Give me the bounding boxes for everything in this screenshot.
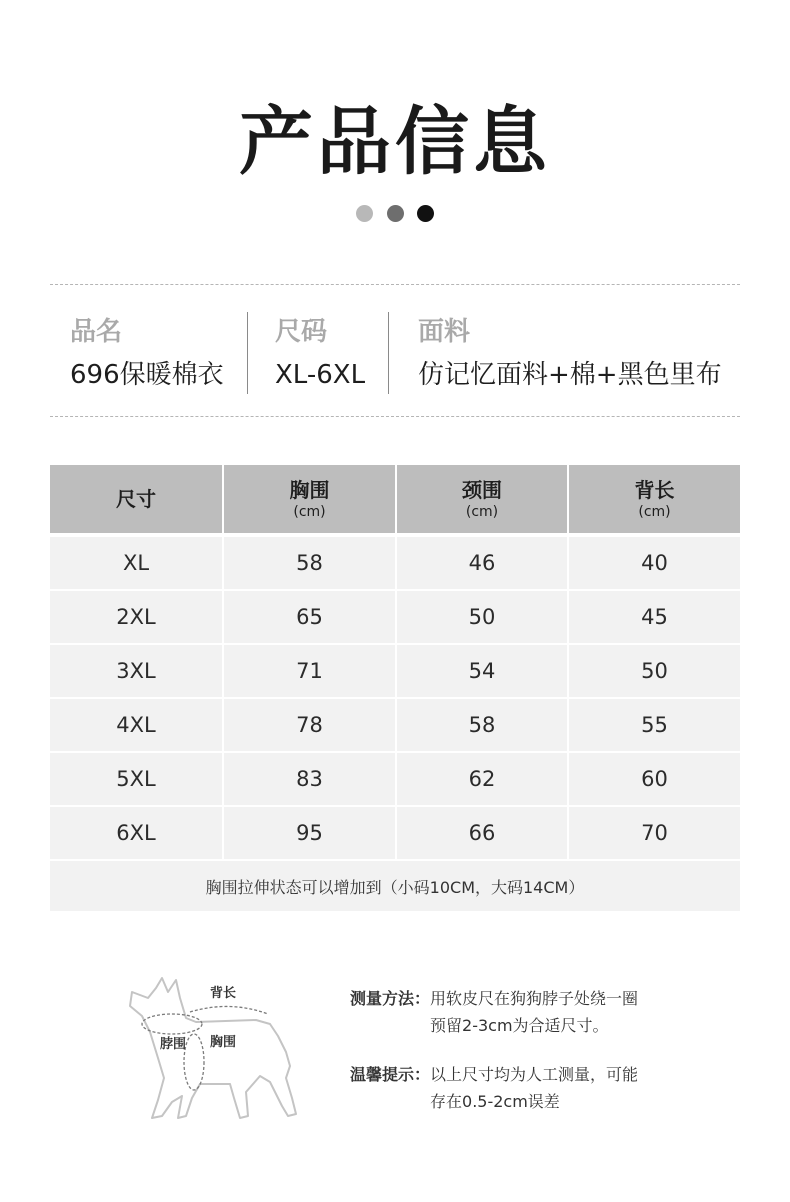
measurement-instructions <box>350 985 750 1137</box>
cell-chest: 58 <box>224 537 397 589</box>
dot-light <box>356 205 373 222</box>
header-unit: (cm) <box>638 504 671 520</box>
cell-size: 4XL <box>50 699 224 751</box>
info-value: XL-6XL <box>275 360 366 390</box>
info-value: 696保暖棉衣 <box>70 360 224 390</box>
info-size-range <box>275 312 365 398</box>
stretch-note: 胸围拉伸状态可以增加到（小码10CM，大码14CM） <box>50 861 740 911</box>
info-product-name <box>70 312 224 398</box>
size-table <box>50 465 740 911</box>
cell-size: 6XL <box>50 807 224 859</box>
divider-top <box>50 284 740 285</box>
info-label: 尺码 <box>275 317 328 347</box>
neck-measure-line <box>142 1014 202 1034</box>
header-back-length <box>569 465 740 533</box>
chest-measure-line <box>184 1034 204 1090</box>
cell-back-length: 60 <box>641 767 668 791</box>
decorative-dots <box>0 205 790 226</box>
product-info <box>50 300 740 410</box>
cell-back-length: 55 <box>641 713 668 737</box>
measure-tip-line: 以上尺寸均为人工测量，可能 <box>430 1065 639 1084</box>
table-row <box>50 699 740 751</box>
info-material <box>418 312 722 398</box>
table-row <box>50 591 740 643</box>
table-row <box>50 753 740 805</box>
cell-chest: 95 <box>224 807 397 859</box>
cell-chest: 83 <box>224 753 397 805</box>
measure-method-line: 预留2-3cm为合适尺寸。 <box>430 1016 609 1035</box>
table-row <box>50 807 740 859</box>
cell-neck: 54 <box>397 645 569 697</box>
cell-neck: 46 <box>397 537 569 589</box>
measure-tip <box>350 1061 750 1115</box>
header-neck <box>397 465 569 533</box>
table-row <box>50 537 740 589</box>
cell-back-length: 70 <box>641 821 668 845</box>
info-separator <box>388 312 389 394</box>
info-value: 仿记忆面料+棉+黑色里布 <box>418 360 722 390</box>
measure-method-label: 测量方法： <box>350 989 431 1008</box>
header-label: 胸围 <box>289 478 330 502</box>
header-size <box>50 465 224 533</box>
dot-dark <box>417 205 434 222</box>
header-label: 尺寸 <box>116 487 156 511</box>
info-separator <box>247 312 248 394</box>
cell-chest: 78 <box>224 699 397 751</box>
table-body <box>50 537 740 911</box>
back-length-label: 背长 <box>210 986 237 1001</box>
header-unit: (cm) <box>465 504 499 520</box>
cell-chest: 65 <box>224 591 397 643</box>
table-header <box>50 465 740 533</box>
cell-chest: 71 <box>224 645 397 697</box>
header-unit: (cm) <box>293 504 326 520</box>
measure-method-line: 用软皮尺在狗狗脖子处绕一圈 <box>430 989 639 1008</box>
header-label: 背长 <box>634 478 675 502</box>
table-row <box>50 645 740 697</box>
info-label: 面料 <box>418 317 471 347</box>
chest-label: 胸围 <box>210 1035 237 1050</box>
header-chest <box>224 465 397 533</box>
dog-measurement-diagram <box>120 970 300 1130</box>
cell-back-length: 45 <box>641 605 668 629</box>
cell-size: 3XL <box>50 645 224 697</box>
cell-size: 2XL <box>50 591 224 643</box>
cell-back-length: 50 <box>641 659 668 683</box>
page-title: 产品信息 <box>239 99 551 185</box>
cell-size: XL <box>50 537 224 589</box>
cell-size: 5XL <box>50 753 224 805</box>
cell-neck: 58 <box>397 699 569 751</box>
cell-neck: 50 <box>397 591 569 643</box>
back-measure-line <box>190 1006 268 1014</box>
neck-label: 脖围 <box>160 1037 187 1052</box>
cell-neck: 62 <box>397 753 569 805</box>
measure-method <box>350 985 750 1039</box>
cell-back-length: 40 <box>641 551 668 575</box>
cell-neck: 66 <box>397 807 569 859</box>
divider-bottom <box>50 416 740 417</box>
info-label: 品名 <box>70 317 123 347</box>
dot-medium <box>387 205 404 222</box>
header-label: 颈围 <box>462 478 502 502</box>
measure-tip-line: 存在0.5-2cm误差 <box>430 1092 560 1111</box>
measure-tip-label: 温馨提示： <box>350 1065 431 1084</box>
